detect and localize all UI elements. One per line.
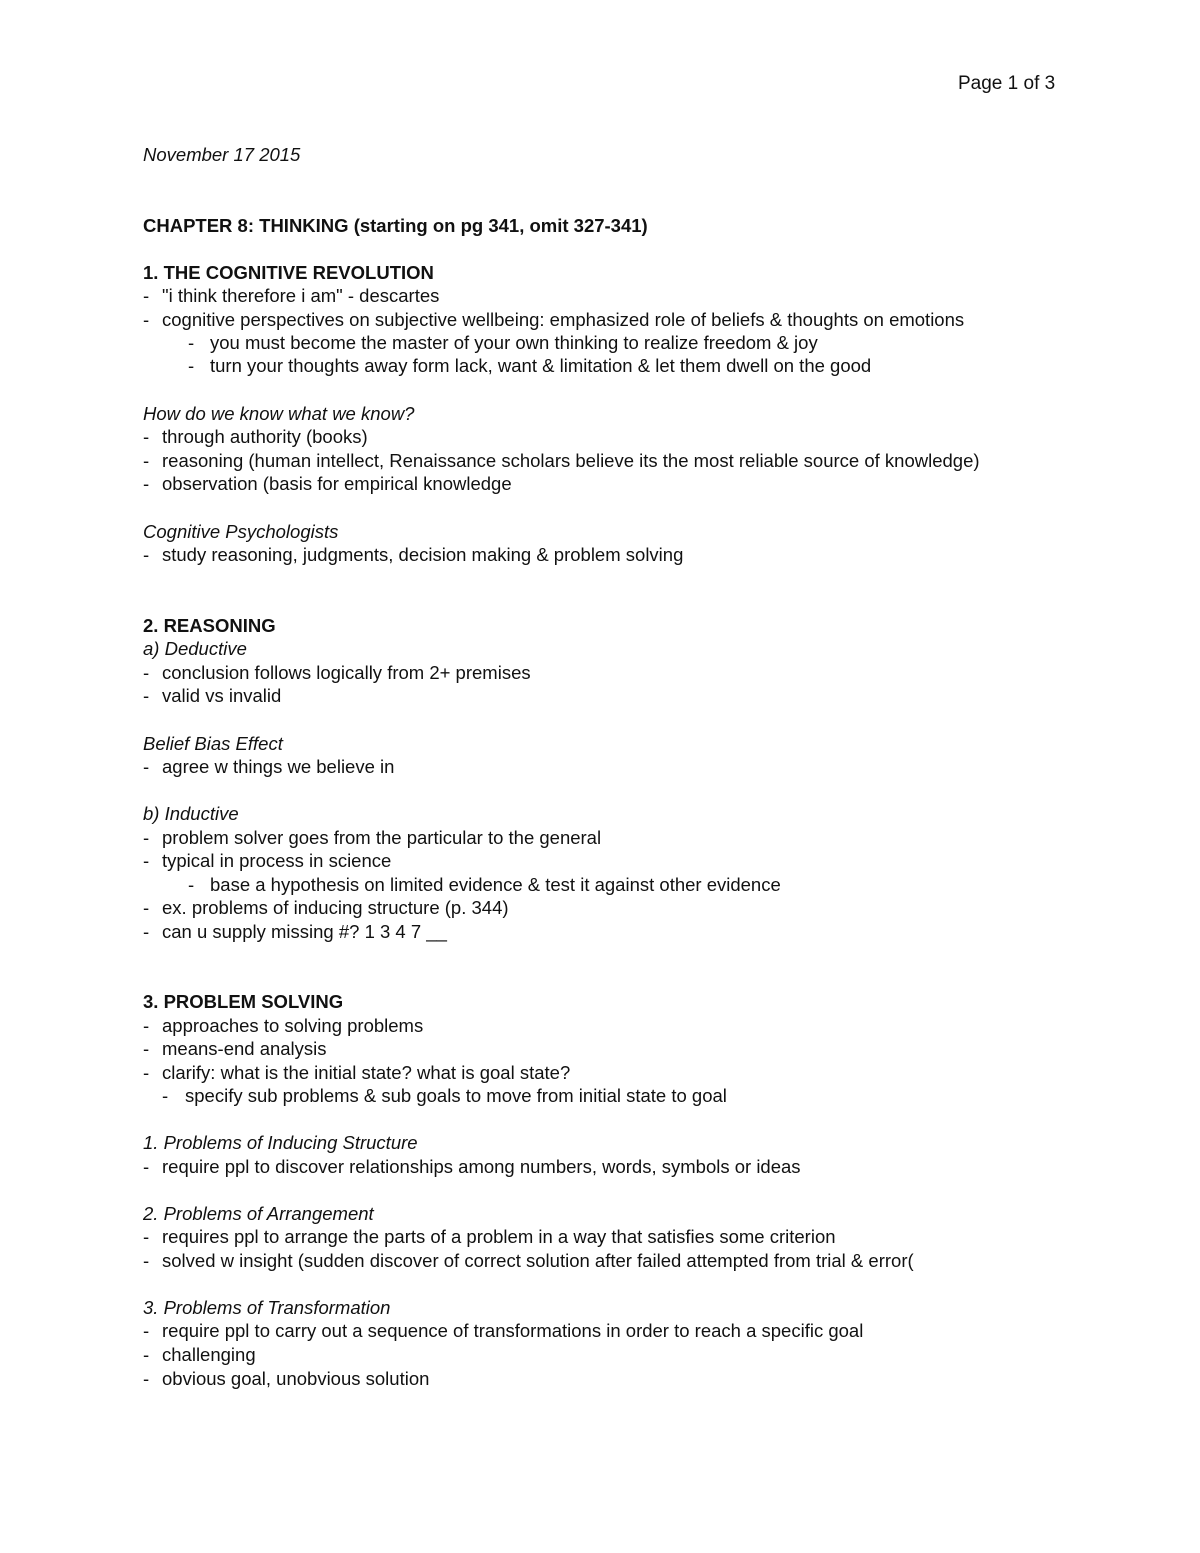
page-number: Page 1 of 3	[958, 73, 1056, 94]
bullet-text: cognitive perspectives on subjective wellbeing: emphasized role of beliefs & thoughts on emotions	[162, 309, 965, 330]
bullet-dash: -	[143, 921, 150, 942]
bullet-text: ex. problems of inducing structure (p. 344)	[162, 897, 509, 918]
bullet-text: means-end analysis	[162, 1038, 327, 1059]
subheading-inductive: b) Inductive	[143, 803, 239, 824]
bullet-dash: -	[143, 1368, 150, 1389]
bullet-text: obvious goal, unobvious solution	[162, 1368, 430, 1389]
bullet-dash: -	[143, 450, 150, 471]
bullet-dash: -	[143, 1344, 150, 1365]
subheading-belief-bias: Belief Bias Effect	[143, 733, 283, 754]
bullet-dash: -	[143, 544, 150, 565]
bullet-text: problem solver goes from the particular to the general	[162, 827, 602, 848]
bullet-text: clarify: what is the initial state? what is goal state?	[162, 1062, 571, 1083]
section-heading-reasoning: 2. REASONING	[143, 615, 276, 636]
bullet-dash: -	[143, 309, 150, 330]
section-heading-problem-solving: 3. PROBLEM SOLVING	[143, 991, 344, 1012]
bullet-dash: -	[143, 1226, 150, 1247]
bullet-text: reasoning (human intellect, Renaissance scholars believe its the most reliable source of knowledge)	[162, 450, 980, 471]
bullet-dash: -	[143, 897, 150, 918]
subheading-inducing-structure: 1. Problems of Inducing Structure	[143, 1132, 418, 1153]
sub-bullet-text: base a hypothesis on limited evidence & test it against other evidence	[210, 874, 781, 895]
bullet-text: "i think therefore i am" - descartes	[162, 285, 440, 306]
bullet-text: typical in process in science	[162, 850, 392, 871]
bullet-dash: -	[143, 1156, 150, 1177]
bullet-dash: -	[143, 1320, 150, 1341]
bullet-text: require ppl to discover relationships among numbers, words, symbols or ideas	[162, 1156, 801, 1177]
bullet-dash: -	[143, 756, 150, 777]
bullet-text: approaches to solving problems	[162, 1015, 424, 1036]
bullet-text: can u supply missing #? 1 3 4 7 __	[162, 921, 447, 942]
sub-bullet-text: turn your thoughts away form lack, want & limitation & let them dwell on the good	[210, 355, 872, 376]
bullet-text: require ppl to carry out a sequence of transformations in order to reach a specific goal	[162, 1320, 864, 1341]
bullet-text: valid vs invalid	[162, 685, 282, 706]
bullet-dash: -	[143, 1038, 150, 1059]
subheading-deductive: a) Deductive	[143, 638, 247, 659]
bullet-dash: -	[143, 473, 150, 494]
sub-bullet-dash: -	[162, 1085, 169, 1106]
subheading-transformation: 3. Problems of Transformation	[143, 1297, 391, 1318]
bullet-dash: -	[143, 685, 150, 706]
bullet-dash: -	[143, 285, 150, 306]
bullet-text: observation (basis for empirical knowledge	[162, 473, 512, 494]
subheading-cognitive-psychologists: Cognitive Psychologists	[143, 521, 339, 542]
sub-bullet-dash: -	[188, 332, 195, 353]
bullet-text: requires ppl to arrange the parts of a problem in a way that satisfies some criterion	[162, 1226, 836, 1247]
bullet-dash: -	[143, 1015, 150, 1036]
bullet-text: study reasoning, judgments, decision making & problem solving	[162, 544, 684, 565]
subheading-how-do-we-know: How do we know what we know?	[143, 403, 415, 424]
bullet-dash: -	[143, 1062, 150, 1083]
bullet-text: solved w insight (sudden discover of correct solution after failed attempted from trial & error(	[162, 1250, 914, 1271]
bullet-dash: -	[143, 426, 150, 447]
chapter-title: CHAPTER 8: THINKING (starting on pg 341, omit 327-341)	[143, 215, 648, 236]
sub-bullet-dash: -	[188, 874, 195, 895]
bullet-text: through authority (books)	[162, 426, 368, 447]
sub-bullet-dash: -	[188, 355, 195, 376]
bullet-dash: -	[143, 1250, 150, 1271]
bullet-text: agree w things we believe in	[162, 756, 395, 777]
sub-bullet-text: you must become the master of your own thinking to realize freedom & joy	[210, 332, 818, 353]
bullet-dash: -	[143, 827, 150, 848]
bullet-dash: -	[143, 850, 150, 871]
bullet-text: challenging	[162, 1344, 256, 1365]
bullet-text: conclusion follows logically from 2+ premises	[162, 662, 531, 683]
date-line: November 17 2015	[143, 144, 301, 165]
section-heading-cognitive-revolution: 1. THE COGNITIVE REVOLUTION	[143, 262, 434, 283]
bullet-dash: -	[143, 662, 150, 683]
sub-bullet-text: specify sub problems & sub goals to move from initial state to goal	[185, 1085, 727, 1106]
subheading-arrangement: 2. Problems of Arrangement	[143, 1203, 374, 1224]
